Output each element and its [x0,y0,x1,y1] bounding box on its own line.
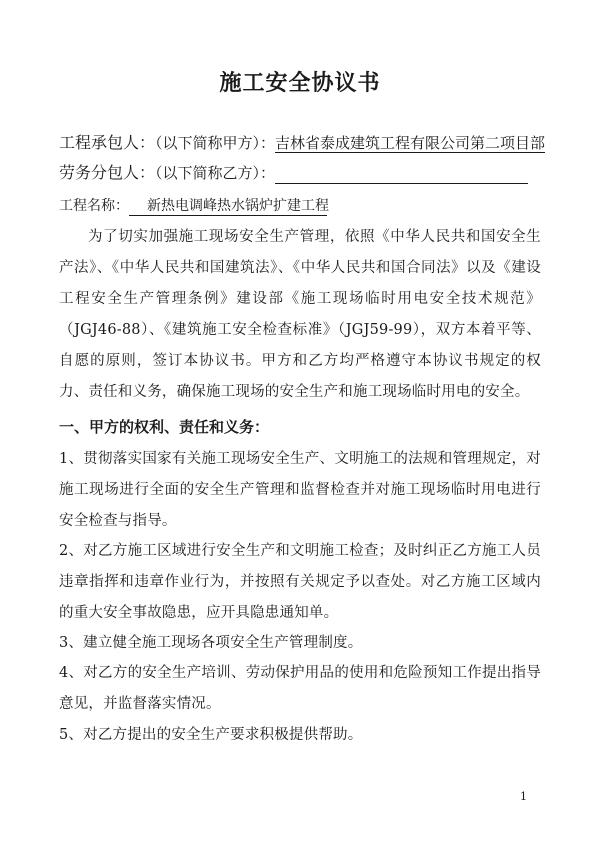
subcontractor-label: 劳务分包人： [59,163,156,182]
intro-paragraph: 为了切实加强施工现场安全生产管理，依照《中华人民共和国安全生产法》、《中华人民共和国建筑法》、《中华人民共和国合同法》以及《建设工程安全生产管理条例》建设部《施工现场临时用电安全技术规范》（JGJ46-88）、《建筑施工安全检查标准》（JGJ59-99），双方本着平等、自愿的原则，签订本协议书。甲方和乙方均严格遵守本协议书规定的权力、责任和义务，确保施工现场的安全生产和施工现场临时用电的安全。 [59,229,541,400]
list-item-5: 5、对乙方提出的安全生产要求积极提供帮助。 [59,727,363,743]
list-item-2: 2、对乙方施工区域进行安全生产和文明施工检查；及时纠正乙方施工人员违章指挥和违章作业行为，并按照有关规定予以查处。对乙方施工区域内的重大安全事故隐患，应开具隐患通知单。 [59,543,541,621]
list-item-4: 4、对乙方的安全生产培训、劳动保护用品的使用和危险预知工作提出指导意见，并监督落实情况。 [59,665,541,712]
subcontractor-line [59,162,528,184]
contractor-value: 吉林省泰成建筑工程有限公司第二项目部 [275,134,546,152]
list-item-1: 1、贯彻落实国家有关施工现场安全生产、文明施工的法规和管理规定，对施工现场进行全面的安全生产管理和监督检查并对施工现场临时用电进行安全检查与指导。 [59,451,541,529]
project-line [59,196,327,216]
contractor-label: 工程承包人： [59,133,156,152]
contractor-paren: （以下简称甲方）： [155,134,276,152]
subcontractor-paren: （以下简称乙方）： [155,164,276,182]
document-title: 施工安全协议书 [219,70,381,96]
contractor-line [59,132,545,154]
project-label: 工程名称： [59,198,129,214]
project-value: 新热电调峰热水锅炉扩建工程 [129,197,327,216]
page-number: 1 [520,790,527,803]
section-heading: 一、甲方的权利、责任和义务： [59,418,270,436]
list-item-3: 3、建立健全施工现场各项安全生产管理制度。 [59,635,363,651]
subcontractor-blank-line [275,165,528,184]
